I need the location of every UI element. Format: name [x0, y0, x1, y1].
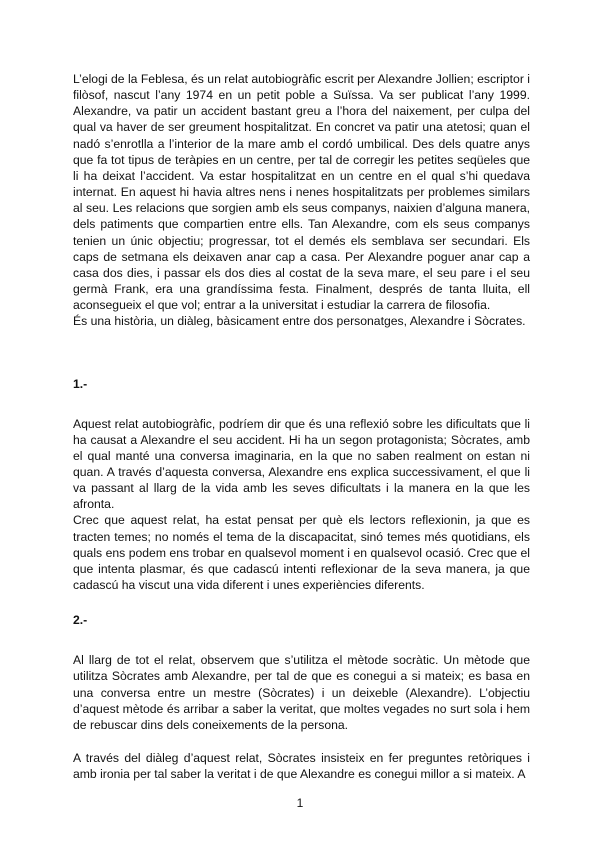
section-2-paragraph: A través del diàleg d’aquest relat, Sòcrates insisteix en fer preguntes retòriques i amb ironia per tal saber la veritat i de que Alexandre es conegui millor a si mateix. A	[73, 751, 530, 782]
section-heading-1: 1.-	[73, 376, 88, 391]
section-1-paragraph: Crec que aquest relat, ha estat pensat per què els lectors reflexionin, ja que es tracten temes; no només el tema de la discapacitat, sinó temes més quotidians, els quals ens podem ens trobar en qualsevol moment i en qualsevol ocasió. Crec que el que intenta plasmar, és que cadascú intenti reflexionar de la seva manera, ja que cadascú ha viscut una vida diferent i unes experiències diferents.	[73, 513, 530, 593]
intro-summary: És una història, un diàleg, bàsicament entre dos personatges, Alexandre i Sòcrates.	[73, 314, 526, 329]
page-body	[73, 71, 530, 782]
section-2-paragraph: Al llarg de tot el relat, observem que s’utilitza el mètode socràtic. Un mètode que utilitza Sòcrates amb Alexandre, per tal de que es conegui a si mateix; es basa en una conversa entre un mestre (Sòcrates) i un deixeble (Alexandre). L’objectiu d’aquest mètode és arribar a saber la veritat, que moltes vegades no surt sola i hem de rebuscar dins dels coneixements de la persona.	[73, 653, 530, 732]
section-heading-2: 2.-	[73, 613, 88, 628]
intro-paragraph: L’elogi de la Feblesa, és un relat autobiogràfic escrit per Alexandre Jollien; escriptor i filòsof, nascut l’any 1974 en un petit poble a Suïssa. Va ser publicat l’any 1999. Alexandre, va patir un accident bastant greu a l’hora del naixement, per culpa del qual va haver de ser greument hospitalitzat. En concret va patir una atetosi; quan el nadó s’enrotlla a l’interior de la mare amb el cordó umbilical. Des dels quatre anys que fa tot tipus de teràpies en un centre, per tal de corregir les petites seqüeles que li ha deixat l’accident. Va estar hospitalitzat en un centre en el qual s’hi quedava internat. En aquest hi havia altres nens i nenes hospitalitzats per problemes similars al seu. Les relacions que sorgien amb els seus companys, naixien d’alguna manera, dels patiments que compartien entre ells. Tan Alexandre, com els seus companys tenien un únic objectiu; progressar, tot el demés els semblava ser secundari. Els caps de setmana els deixaven anar cap a casa. Per Alexandre poguer anar cap a casa dos dies, i passar els dos dies al costat de la seva mare, el seu pare i el seu germà Frank, era una grandíssima festa. Finalment, després de tanta lluita, ell aconsegueix el que vol; entrar a la universitat i estudiar la carrera de filosofia.	[73, 72, 530, 313]
page-number: 1	[296, 796, 304, 810]
section-1-paragraph: Aquest relat autobiogràfic, podríem dir que és una reflexió sobre les dificultats que li ha causat a Alexandre el seu accident. Hi ha un segon protagonista; Sòcrates, amb el qual manté una conversa imaginaria, en la que no saben realment on estan ni quan. A través d’aquesta conversa, Alexandre ens explica successivament, el que li va passant al llarg de la vida amb les seves dificultats i la manera en la que les afronta.	[73, 416, 530, 512]
